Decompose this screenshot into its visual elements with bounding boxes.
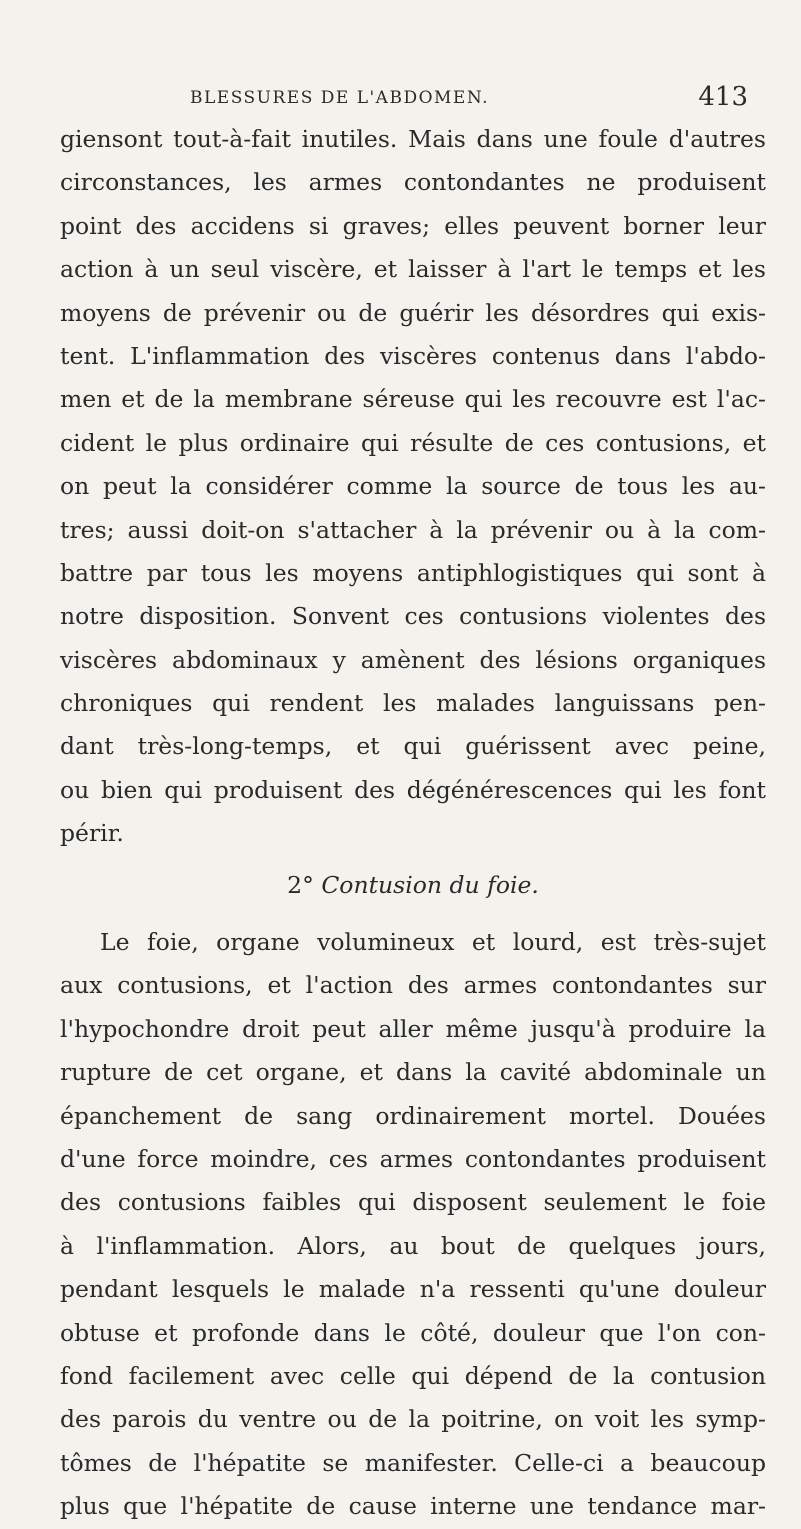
running-head: BLESSURES DE L'ABDOMEN. [190, 88, 490, 108]
section-heading [60, 864, 766, 907]
text-line: notre disposition. Sonvent ces contusions violentes des [60, 602, 766, 631]
body-text [60, 118, 766, 1529]
text-line: à l'inflammation. Alors, au bout de quelques jours, [60, 1231, 766, 1260]
text-line: obtuse et profonde dans le côté, douleur que l'on con- [60, 1318, 766, 1347]
text-line: cident le plus ordinaire qui résulte de ces contusions, et [60, 428, 766, 457]
text-line: d'une force moindre, ces armes contondantes produisent [60, 1144, 766, 1173]
text-line: Le foie, organe volumineux et lourd, est très-sujet [100, 928, 766, 957]
paragraph-1 [60, 118, 766, 856]
text-line: point des accidens si graves; elles peuvent borner leur [60, 211, 766, 240]
page-number: 413 [698, 82, 748, 112]
text-line: battre par tous les moyens antiphlogistiques qui sont à [60, 558, 766, 587]
paragraph-2 [60, 921, 766, 1528]
text-line: action à un seul viscère, et laisser à l'art le temps et les [60, 255, 766, 284]
text-line: ou bien qui produisent des dégénérescences qui les font [60, 775, 766, 804]
text-line: rupture de cet organe, et dans la cavité abdominale un [60, 1058, 766, 1087]
section-title: Contusion du foie. [321, 870, 539, 899]
text-line: giensont tout-à-fait inutiles. Mais dans une foule d'autres [60, 125, 766, 153]
text-line: dant très-long-temps, et qui guérissent avec peine, [60, 732, 766, 761]
text-line: moyens de prévenir ou de guérir les désordres qui exis- [60, 298, 766, 327]
text-line: épanchement de sang ordinairement mortel. Douées [60, 1101, 766, 1130]
text-line: plus que l'hépatite de cause interne une tendance mar- [60, 1492, 766, 1521]
text-line: tres; aussi doit-on s'attacher à la prévenir ou à la com- [60, 515, 766, 544]
text-line: tent. L'inflammation des viscères contenus dans l'abdo- [60, 341, 766, 370]
text-line: des contusions faibles qui disposent seulement le foie [60, 1188, 766, 1217]
text-line: pendant lesquels le malade n'a ressenti qu'une douleur [60, 1275, 766, 1304]
text-line: on peut la considérer comme la source de tous les au- [60, 472, 766, 501]
text-line: viscères abdominaux y amènent des lésions organiques [60, 645, 766, 674]
section-number: 2° [287, 870, 314, 899]
text-line: chroniques qui rendent les malades languissans pen- [60, 689, 766, 718]
text-line: fond facilement avec celle qui dépend de la contusion [60, 1361, 766, 1390]
text-line: l'hypochondre droit peut aller même jusqu'à produire la [60, 1014, 766, 1043]
page-header [60, 82, 760, 122]
text-line: périr. [60, 819, 124, 848]
text-line: des parois du ventre ou de la poitrine, on voit les symp- [60, 1405, 766, 1434]
text-line: aux contusions, et l'action des armes contondantes sur [60, 971, 766, 1000]
text-line: men et de la membrane séreuse qui les recouvre est l'ac- [60, 385, 766, 414]
text-line: circonstances, les armes contondantes ne produisent [60, 168, 766, 197]
text-line: tômes de l'hépatite se manifester. Celle-ci a beaucoup [60, 1448, 766, 1477]
